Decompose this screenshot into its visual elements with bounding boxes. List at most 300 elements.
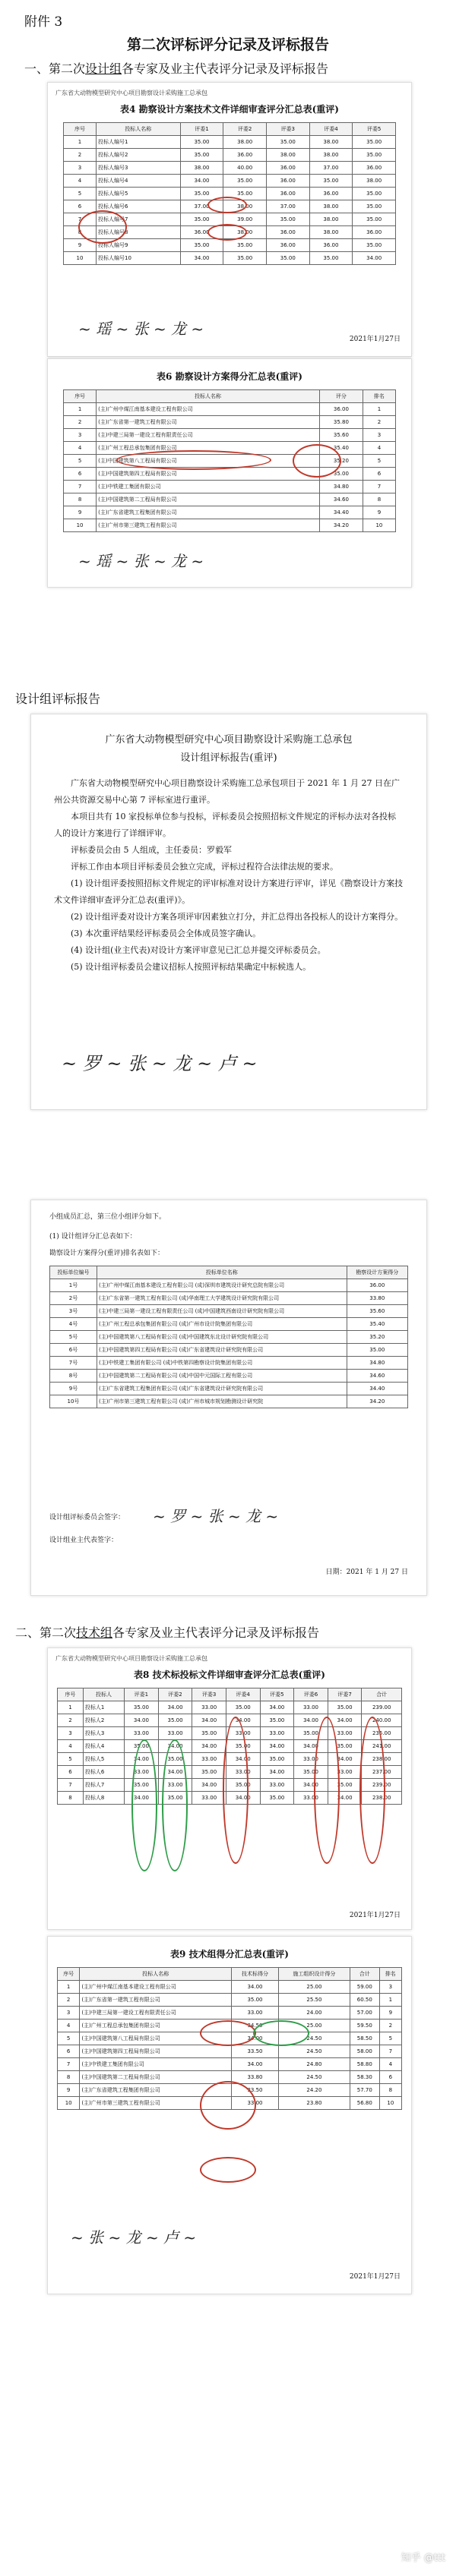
table-cell: 7 xyxy=(58,2058,80,2071)
sheet3-table xyxy=(49,1266,408,1408)
table-cell: (主)广东省第一建筑工程有限公司 xyxy=(97,416,320,429)
column-header: 投标人名称 xyxy=(96,123,180,136)
table-cell: 投标人6 xyxy=(83,1766,124,1779)
table-cell: (主)中国建筑第八工程局有限公司 xyxy=(97,455,320,468)
table-cell: 3 xyxy=(58,1727,84,1740)
table-cell: 35.40 xyxy=(347,1318,407,1331)
table-cell: 35.00 xyxy=(353,188,396,200)
table-cell: 35.00 xyxy=(353,136,396,149)
table-cell: 35.40 xyxy=(320,442,363,455)
sheet1-caption: 表4 勘察设计方案技术文件详细审查评分汇总表(重评) xyxy=(120,104,339,115)
table-cell: 5 xyxy=(64,455,97,468)
red-circle-mark xyxy=(314,1717,340,1864)
table-cell: 34.00 xyxy=(125,1792,159,1805)
table-row xyxy=(50,1383,408,1395)
table-cell: 10 xyxy=(363,519,395,532)
table-cell: 24.50 xyxy=(278,2071,350,2084)
table-row xyxy=(50,1395,408,1408)
table-cell: 34.00 xyxy=(158,1766,192,1779)
table-cell: 35.00 xyxy=(223,175,267,188)
table-cell: 33.00 xyxy=(192,1701,226,1714)
red-circle-mark xyxy=(359,1717,385,1864)
table-cell: 35.00 xyxy=(192,1727,226,1740)
table-cell: 投标人编号3 xyxy=(96,162,180,175)
table-cell: 35.00 xyxy=(226,1779,260,1792)
table-row xyxy=(64,519,396,532)
sheet4-note: 广东省大动物模型研究中心项目勘察设计采购施工总承包 xyxy=(55,1655,207,1662)
table-cell: 38.00 xyxy=(353,175,396,188)
table-cell: 35.00 xyxy=(125,1701,159,1714)
table-cell: 38.00 xyxy=(180,162,223,175)
table-cell: (主)广州中煤江南基本建设工程有限公司 xyxy=(80,1981,232,1994)
table-cell: 34.00 xyxy=(328,1792,362,1805)
score-sheet-2 xyxy=(47,358,412,588)
table-cell: 238.00 xyxy=(362,1792,402,1805)
sheet1-table xyxy=(63,122,396,265)
table-cell: 34.00 xyxy=(232,1981,279,1994)
red-circle-mark xyxy=(200,2157,256,2183)
table-cell: 56.80 xyxy=(350,2097,379,2110)
table-cell: (主)中国建筑第二工程局有限公司 xyxy=(80,2071,232,2084)
red-circle-mark xyxy=(207,224,247,241)
table-row xyxy=(58,2007,402,2019)
column-header: 评委7 xyxy=(328,1688,362,1701)
table-cell: 6 xyxy=(58,1766,84,1779)
table-cell: 33.00 xyxy=(260,1779,294,1792)
table-cell: 34.50 xyxy=(232,2019,279,2032)
table-cell: 35.00 xyxy=(309,252,353,265)
column-header: 评委3 xyxy=(192,1688,226,1701)
table-row xyxy=(50,1305,408,1318)
table-cell: 35.00 xyxy=(266,213,309,226)
column-header: 评委5 xyxy=(260,1688,294,1701)
table-cell: (主)广东省第一建筑工程有限公司 xyxy=(80,1994,232,2007)
table-cell: 238.00 xyxy=(362,1753,402,1766)
table-cell: 38.00 xyxy=(266,149,309,162)
column-header: 合计 xyxy=(362,1688,402,1701)
table-cell: 35.00 xyxy=(260,1753,294,1766)
table-cell: 35.00 xyxy=(294,1766,328,1779)
handwritten-signatures: ~ 罗 ~ 张 ~ 龙 ~ 卢 ~ xyxy=(62,1053,258,1074)
table-cell: 34.00 xyxy=(226,1753,260,1766)
score-sheet-5 xyxy=(47,1936,412,2294)
table-cell: 4号 xyxy=(50,1318,97,1331)
table-cell: 34.00 xyxy=(180,175,223,188)
table-cell: 34.80 xyxy=(347,1357,407,1370)
table-cell: 25.00 xyxy=(278,1981,350,1994)
table-row xyxy=(64,403,396,416)
red-circle-mark xyxy=(116,450,271,470)
column-header: 序号 xyxy=(58,1688,84,1701)
table-cell: 33.00 xyxy=(226,1766,260,1779)
table-cell: 59.50 xyxy=(350,2019,379,2032)
section1-prefix: 一、第二次 xyxy=(24,61,86,76)
table-cell: 37.00 xyxy=(180,200,223,213)
table-cell: 33.80 xyxy=(232,2071,279,2084)
attachment-label: 附件 3 xyxy=(24,14,63,30)
table-cell: 239.00 xyxy=(362,1779,402,1792)
table-cell: 35.00 xyxy=(158,1714,192,1727)
sheet1-date: 2021年1月27日 xyxy=(349,336,401,343)
table-cell: 34.00 xyxy=(328,1714,362,1727)
table-cell: 9 xyxy=(64,506,97,519)
table-cell: 8 xyxy=(58,2071,80,2084)
table-cell: 35.00 xyxy=(294,1727,328,1740)
table-cell: 10号 xyxy=(50,1395,97,1408)
signer-label: 设计组评标委员会签字： xyxy=(49,1514,125,1521)
table-cell: 35.00 xyxy=(223,252,267,265)
table-cell: 35.00 xyxy=(226,1740,260,1753)
table-cell: 59.00 xyxy=(350,1981,379,1994)
column-header: 投标单位编号 xyxy=(50,1266,97,1279)
column-header: 投标人名称 xyxy=(80,1968,232,1981)
column-header: 评委1 xyxy=(125,1688,159,1701)
table-cell: 34.00 xyxy=(180,252,223,265)
table-cell: 5 xyxy=(64,188,97,200)
table-cell: (主)广州中煤江南基本建设工程有限公司 xyxy=(97,403,320,416)
table-cell: 25.00 xyxy=(278,2019,350,2032)
table-cell: 35.00 xyxy=(223,239,267,252)
table-row xyxy=(64,252,396,265)
table-cell: 35.00 xyxy=(260,1714,294,1727)
table-cell: 6 xyxy=(58,2045,80,2058)
report-paragraph: 广东省大动物模型研究中心项目勘察设计采购施工总承包项目于 2021 年 1 月 27 日在广州公共资源交易中心第 7 评标室进行重评。 xyxy=(54,778,400,805)
section1-suffix: 各专家及业主代表评分记录及评标报告 xyxy=(122,61,329,76)
table-cell: 投标人编号7 xyxy=(96,213,180,226)
table-row xyxy=(64,175,396,188)
table-cell: 35.00 xyxy=(347,1344,407,1357)
green-circle-mark xyxy=(162,1739,188,1871)
table-cell: 4 xyxy=(58,1740,84,1753)
column-header: 排名 xyxy=(379,1968,401,1981)
table-cell: 7 xyxy=(379,2045,401,2058)
table-cell: 38.00 xyxy=(309,226,353,239)
table-cell: 34.40 xyxy=(347,1383,407,1395)
section2-heading: 设计组评标报告 xyxy=(15,692,101,706)
table-cell: 38.00 xyxy=(223,136,267,149)
report-title-1: 广东省大动物模型研究中心项目勘察设计采购施工总承包 xyxy=(105,734,353,746)
table-cell: 38.00 xyxy=(223,226,267,239)
table-cell: 投标人1 xyxy=(83,1701,124,1714)
table-cell: 投标人4 xyxy=(83,1740,124,1753)
table-cell: 38.00 xyxy=(309,213,353,226)
table-cell: 35.00 xyxy=(180,149,223,162)
table-cell: 35.00 xyxy=(353,239,396,252)
table-cell: 5 xyxy=(58,1753,84,1766)
table-cell: 34.00 xyxy=(192,1740,226,1753)
table-row xyxy=(50,1331,408,1344)
table-cell: 6 xyxy=(379,2071,401,2084)
sheet4-caption: 表8 技术标投标文件详细审查评分汇总表(重评) xyxy=(134,1670,325,1680)
table-cell: 9号 xyxy=(50,1383,97,1395)
table-cell: 35.00 xyxy=(309,175,353,188)
section1-underline: 设计组 xyxy=(85,61,122,76)
table-cell: 8 xyxy=(64,226,97,239)
table-cell: 33.00 xyxy=(328,1727,362,1740)
table-cell: 34.00 xyxy=(125,1714,159,1727)
table-cell: (主)广州市第三建筑工程有限公司 (成)广州市城市规划勘测设计研究院 xyxy=(97,1395,347,1408)
table-cell: 240.00 xyxy=(362,1714,402,1727)
sheet3-intro1: 小组成员汇总，第三位小组评分如下。 xyxy=(49,1213,166,1221)
table-cell: 6 xyxy=(64,200,97,213)
table-cell: 36.00 xyxy=(353,226,396,239)
table-cell: 33.00 xyxy=(294,1753,328,1766)
table-cell: 投标人编号1 xyxy=(96,136,180,149)
table-cell: 34.00 xyxy=(125,1753,159,1766)
column-header: 评委3 xyxy=(266,123,309,136)
table-cell: 24.80 xyxy=(278,2058,350,2071)
table-cell: 35.00 xyxy=(180,213,223,226)
table-cell: 33.00 xyxy=(158,1779,192,1792)
table-cell: 37.00 xyxy=(266,200,309,213)
table-cell: 投标人2 xyxy=(83,1714,124,1727)
table-cell: 36.00 xyxy=(347,1279,407,1292)
table-cell: 5 xyxy=(58,2032,80,2045)
ranking-page xyxy=(30,1200,427,1596)
table-cell: 35.00 xyxy=(158,1753,192,1766)
table-cell: 35.00 xyxy=(353,213,396,226)
table-cell: 34.00 xyxy=(158,1740,192,1753)
score-sheet-1 xyxy=(47,82,412,357)
table-cell: 36.00 xyxy=(266,162,309,175)
table-cell: 35.00 xyxy=(125,1779,159,1792)
table-cell: 1号 xyxy=(50,1279,97,1292)
table-cell: 23.80 xyxy=(278,2097,350,2110)
table-cell: 2 xyxy=(64,416,97,429)
table-row xyxy=(64,506,396,519)
table-cell: 58.50 xyxy=(350,2032,379,2045)
column-header: 评委1 xyxy=(180,123,223,136)
column-header: 序号 xyxy=(64,123,97,136)
table-cell: 2 xyxy=(379,2019,401,2032)
table-cell: 33.50 xyxy=(232,2045,279,2058)
red-circle-mark xyxy=(223,1717,249,1864)
sheet5-date: 2021年1月27日 xyxy=(349,2273,401,2281)
table-cell: 9 xyxy=(58,2084,80,2097)
table-row xyxy=(64,429,396,442)
table-cell: 35.00 xyxy=(328,1740,362,1753)
table-cell: 34.00 xyxy=(192,1714,226,1727)
table-cell: 235.00 xyxy=(362,1727,402,1740)
column-header: 评委4 xyxy=(226,1688,260,1701)
table-row xyxy=(64,162,396,175)
table-row xyxy=(64,493,396,506)
report-paragraph: (3) 本次重评结果经评标委员会全体成员签字确认。 xyxy=(71,929,261,938)
handwritten-signatures: ~ 罗 ~ 张 ~ 龙 ~ xyxy=(153,1507,279,1525)
table-row xyxy=(58,1981,402,1994)
table-cell: 5 xyxy=(363,455,395,468)
table-cell: 3 xyxy=(58,2007,80,2019)
table-cell: 35.00 xyxy=(266,136,309,149)
table-cell: 34.00 xyxy=(294,1779,328,1792)
column-header: 投标单位名称 xyxy=(97,1266,347,1279)
section3-prefix: 二、第二次 xyxy=(15,1625,77,1640)
table-cell: 36.00 xyxy=(309,188,353,200)
table-cell: 38.00 xyxy=(309,149,353,162)
table-cell: 34.20 xyxy=(347,1395,407,1408)
table-cell: (主)中建三局第一建设工程有限责任公司 (成)中国建筑西南设计研究院有限公司 xyxy=(97,1305,347,1318)
table-cell: 5 xyxy=(379,2032,401,2045)
table-cell: 3 xyxy=(363,429,395,442)
column-header: 排名 xyxy=(363,390,395,403)
table-cell: 34.20 xyxy=(320,519,363,532)
table-cell: 33.00 xyxy=(158,1727,192,1740)
sheet3-intro3: 勘察设计方案得分(重评)排名表如下： xyxy=(49,1250,165,1257)
table-cell: 35.00 xyxy=(180,188,223,200)
table-cell: 投标人编号5 xyxy=(96,188,180,200)
table-cell: 35.00 xyxy=(180,239,223,252)
table-cell: 40.00 xyxy=(223,162,267,175)
table-cell: (主)中国建筑第四工程局有限公司 xyxy=(97,468,320,481)
column-header: 施工组织设计得分 xyxy=(278,1968,350,1981)
table-row xyxy=(64,136,396,149)
table-cell: 1 xyxy=(58,1981,80,1994)
table-cell: (主)广州工程总承包集团有限公司 xyxy=(80,2019,232,2032)
table-cell: 24.50 xyxy=(278,2045,350,2058)
table-cell: 34.00 xyxy=(232,2058,279,2071)
table-row xyxy=(58,1701,402,1714)
green-circle-mark xyxy=(131,1739,157,1871)
table-cell: (主)广州中煤江南基本建设工程有限公司 (成)深圳市建筑设计研究总院有限公司 xyxy=(97,1279,347,1292)
table-cell: 7 xyxy=(64,213,97,226)
table-cell: 38.00 xyxy=(309,200,353,213)
table-cell: 7 xyxy=(363,481,395,493)
table-row xyxy=(50,1279,408,1292)
table-cell: (主)中国建筑第四工程局有限公司 (成)广东省建筑设计研究院有限公司 xyxy=(97,1344,347,1357)
table-cell: (主)中国建筑第四工程局有限公司 xyxy=(80,2045,232,2058)
table-cell: 9 xyxy=(363,506,395,519)
report-body xyxy=(54,775,404,976)
table-cell: 33.00 xyxy=(192,1792,226,1805)
table-cell: 35.80 xyxy=(320,416,363,429)
table-cell: 4 xyxy=(379,2058,401,2071)
report-title-2: 设计组评标报告(重评) xyxy=(180,752,277,764)
score-sheet-4 xyxy=(47,1647,412,1930)
table-cell: (主)广东省第一建筑工程有限公司 (成)华南理工大学建筑设计研究院有限公司 xyxy=(97,1292,347,1305)
table-cell: 33.80 xyxy=(347,1292,407,1305)
table-cell: 35.00 xyxy=(266,252,309,265)
table-row xyxy=(50,1370,408,1383)
table-cell: 33.00 xyxy=(192,1753,226,1766)
handwritten-signatures: ~ 瑶 ~ 张 ~ 龙 ~ xyxy=(78,320,204,338)
table-cell: 36.00 xyxy=(266,175,309,188)
table-cell: 34.00 xyxy=(192,1779,226,1792)
table-cell: (主)广州市第三建筑工程有限公司 xyxy=(97,519,320,532)
table-cell: 34.00 xyxy=(328,1753,362,1766)
table-cell: 34.60 xyxy=(347,1370,407,1383)
table-cell: (主)中铁建工集团有限公司 (成)中铁第四勘察设计院集团有限公司 xyxy=(97,1357,347,1370)
report-paragraph: (1) 设计组评委按照招标文件规定的评审标准对设计方案进行评审，详见《勘察设计方案技术文件详细审查评分汇总表(重评)》。 xyxy=(54,878,404,905)
table-cell: 38.00 xyxy=(309,136,353,149)
table-cell: 10 xyxy=(379,2097,401,2110)
report-paragraph: (2) 设计组评委对设计方案各项评审因素独立打分，并汇总得出各投标人的设计方案得分。 xyxy=(71,912,404,922)
table-cell: 4 xyxy=(64,175,97,188)
table-cell: 35.60 xyxy=(347,1305,407,1318)
table-cell: 5号 xyxy=(50,1331,97,1344)
table-cell: 35.20 xyxy=(347,1331,407,1344)
table-cell: 34.00 xyxy=(260,1701,294,1714)
table-row xyxy=(50,1318,408,1331)
table-row xyxy=(64,416,396,429)
table-cell: 34.60 xyxy=(320,493,363,506)
table-cell: 2 xyxy=(363,416,395,429)
sheet5-caption: 表9 技术组得分汇总表(重评) xyxy=(170,1949,289,1960)
table-cell: 34.00 xyxy=(294,1714,328,1727)
table-row xyxy=(50,1357,408,1370)
table-cell: (主)广东省建筑工程集团有限公司 xyxy=(80,2084,232,2097)
table-cell: 33.50 xyxy=(232,2084,279,2097)
table-cell: 34.00 xyxy=(226,1714,260,1727)
table-cell: 35.00 xyxy=(125,1740,159,1753)
table-cell: (主)中国建筑第二工程局有限公司 xyxy=(97,493,320,506)
table-cell: 10 xyxy=(64,252,97,265)
owner-label: 设计组业主代表签字： xyxy=(49,1537,119,1544)
table-cell: 34.00 xyxy=(158,1701,192,1714)
table-cell: 58.80 xyxy=(350,2058,379,2071)
section3-suffix: 各专家及业主代表评分记录及评标报告 xyxy=(112,1625,320,1640)
table-cell: 3 xyxy=(379,1981,401,1994)
table-row xyxy=(64,468,396,481)
table-cell: 35.00 xyxy=(353,200,396,213)
table-row xyxy=(58,2045,402,2058)
table-cell: 24.20 xyxy=(278,2084,350,2097)
sheet2-caption: 表6 勘察设计方案得分汇总表(重评) xyxy=(157,371,302,382)
column-header: 技术标得分 xyxy=(232,1968,279,1981)
table-cell: 10 xyxy=(58,2097,80,2110)
table-cell: 58.30 xyxy=(350,2071,379,2084)
table-cell: 36.00 xyxy=(266,188,309,200)
table-cell: 投标人编号9 xyxy=(96,239,180,252)
table-cell: (主)中建三局第一建设工程有限责任公司 xyxy=(80,2007,232,2019)
table-cell: 35.60 xyxy=(320,429,363,442)
table-row xyxy=(50,1344,408,1357)
table-cell: 25.50 xyxy=(278,1994,350,2007)
table-cell: 8 xyxy=(363,493,395,506)
report-paragraph: (4) 设计组(业主代表)对设计方案评审意见已汇总并提交评标委员会。 xyxy=(71,945,326,955)
table-cell: 10 xyxy=(64,519,97,532)
table-cell: 投标人编号8 xyxy=(96,226,180,239)
table-cell: (主)广州工程总承包集团有限公司 (成)广州市设计院集团有限公司 xyxy=(97,1318,347,1331)
table-cell: 34.00 xyxy=(260,1740,294,1753)
table-cell: 4 xyxy=(363,442,395,455)
table-cell: 投标人编号2 xyxy=(96,149,180,162)
table-cell: 60.50 xyxy=(350,1994,379,2007)
report-paragraph: 评标工作由本项目评标委员会独立完成，评标过程符合法律法规的要求。 xyxy=(71,862,338,872)
table-cell: 241.00 xyxy=(362,1740,402,1753)
table-cell: 8号 xyxy=(50,1370,97,1383)
table-row xyxy=(64,481,396,493)
column-header: 评委2 xyxy=(223,123,267,136)
column-header: 勘察设计方案得分 xyxy=(347,1266,407,1279)
table-cell: 35.00 xyxy=(223,188,267,200)
table-cell: 4 xyxy=(64,442,97,455)
table-cell: 37.00 xyxy=(309,162,353,175)
table-cell: 35.20 xyxy=(320,455,363,468)
table-cell: 9 xyxy=(379,2007,401,2019)
table-cell: 投标人5 xyxy=(83,1753,124,1766)
table-cell: 2 xyxy=(64,149,97,162)
table-cell: 34.00 xyxy=(260,1766,294,1779)
report-paragraph: 评标委员会由 5 人组成，主任委员：罗毅军 xyxy=(71,845,232,855)
table-row xyxy=(64,149,396,162)
column-header: 评委4 xyxy=(309,123,353,136)
table-cell: 36.00 xyxy=(180,226,223,239)
column-header: 投标人名称 xyxy=(97,390,320,403)
table-cell: (主)中建三局第一建设工程有限责任公司 xyxy=(97,429,320,442)
table-cell: 58.00 xyxy=(350,2045,379,2058)
table-cell: 投标人编号4 xyxy=(96,175,180,188)
table-cell: 6号 xyxy=(50,1344,97,1357)
